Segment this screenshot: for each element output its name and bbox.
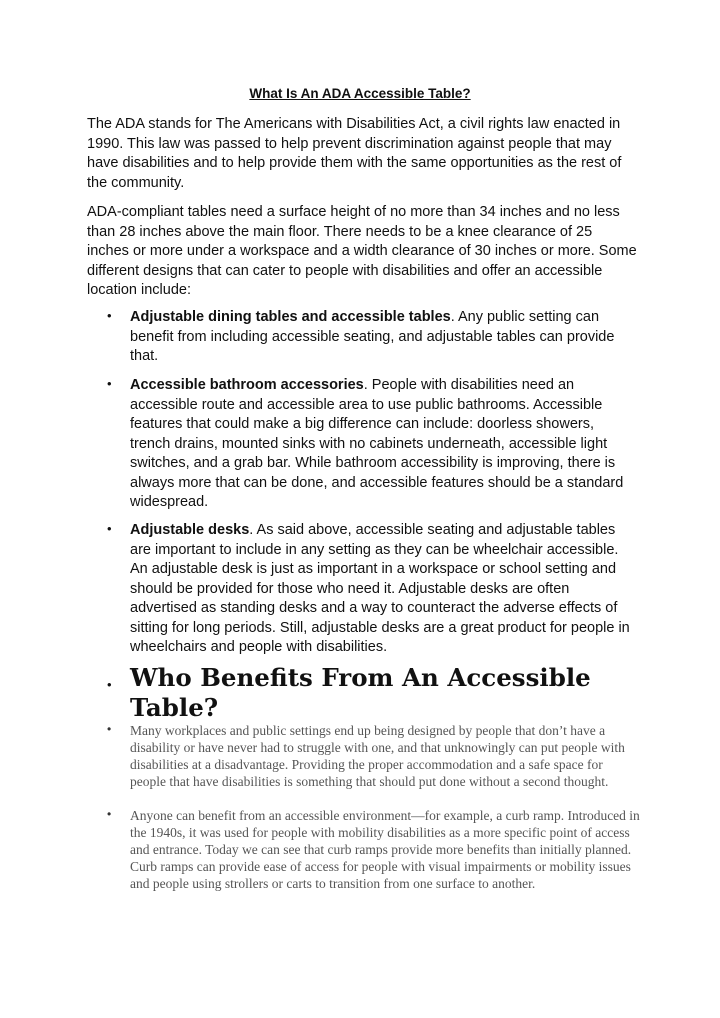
- bullet-icon: •: [107, 807, 112, 821]
- design-list-item-1: [0, 308, 720, 367]
- design-list-item-2: [0, 376, 720, 513]
- bullet-icon: •: [107, 376, 112, 391]
- list-item-heading: Adjustable desks: [130, 522, 250, 538]
- list-item-heading: Adjustable dining tables and accessible tables: [130, 309, 451, 325]
- bullet-icon: •: [107, 521, 112, 536]
- design-list-item-3: [0, 521, 720, 658]
- section-heading: Who Benefits From An Accessible Table?: [130, 663, 591, 722]
- bullet-icon: •: [107, 308, 112, 323]
- section-heading-block: [0, 663, 720, 723]
- document-title: What Is An ADA Accessible Table?: [249, 86, 471, 101]
- bullet-icon: •: [107, 722, 112, 736]
- requirements-paragraph: ADA-compliant tables need a surface height of no more than 34 inches and no less than 28 inches above the main floor. There needs to be a knee clearance of 25 inches or more under a workspace and a width clearance of 30 inches or more. Some different designs that can cater to people with disabilities and offer an accessible location include:: [87, 204, 637, 298]
- intro-paragraph: The ADA stands for The Americans with Disabilities Act, a civil rights law enacted in 1990. This law was passed to help prevent discrimination against people that may have disabilities and to help provide them with the same opportunities as the rest of the community.: [87, 116, 622, 191]
- list-item-body: Many workplaces and public settings end up being designed by people that don’t have a disability or have never had to struggle with one, and that unknowingly can put people with disabilities at a disadvantage. Providing the proper accommodation and a safe space for people that have disabilities is something that should put done without a second thought.: [130, 723, 625, 790]
- list-item-body: . People with disabilities need an accessible route and accessible area to use public bathrooms. Accessible features that could make a big difference can include: doorless showers, trench drains, mounted sinks with no cabinets underneath, accessible light switches, and a grab bar. While bathroom accessibility is improving, there is always more that can be done, and accessible features should be a standard widespread.: [130, 377, 624, 510]
- list-item-body: . Any public setting can benefit from including accessible seating, and adjustable tables can provide that.: [130, 309, 615, 364]
- benefits-list-item-2: [0, 807, 720, 892]
- list-item-heading: Accessible bathroom accessories: [130, 377, 364, 393]
- list-item-body: . As said above, accessible seating and adjustable tables are important to include in any setting as they can be wheelchair accessible. An adjustable desk is just as important in a workspace or school setting and should be provided for those who need it. Adjustable desks are often advertised as standing desks and a way to counteract the adverse effects of sitting for long periods. Still, adjustable desks are a great product for people in wheelchairs and people with disabilities.: [130, 522, 630, 655]
- bullet-icon: •: [107, 677, 112, 692]
- list-item-body: Anyone can benefit from an accessible environment—for example, a curb ramp. Introduced in the 1940s, it was used for people with mobility disabilities as a more specific point of access and entrance. Today we can see that curb ramps provide more benefits than initially planned. Curb ramps can provide ease of access for people with visual impairments or mobility issues and people using strollers or carts to transition from one surface to another.: [130, 808, 640, 892]
- benefits-list-item-1: [0, 722, 720, 790]
